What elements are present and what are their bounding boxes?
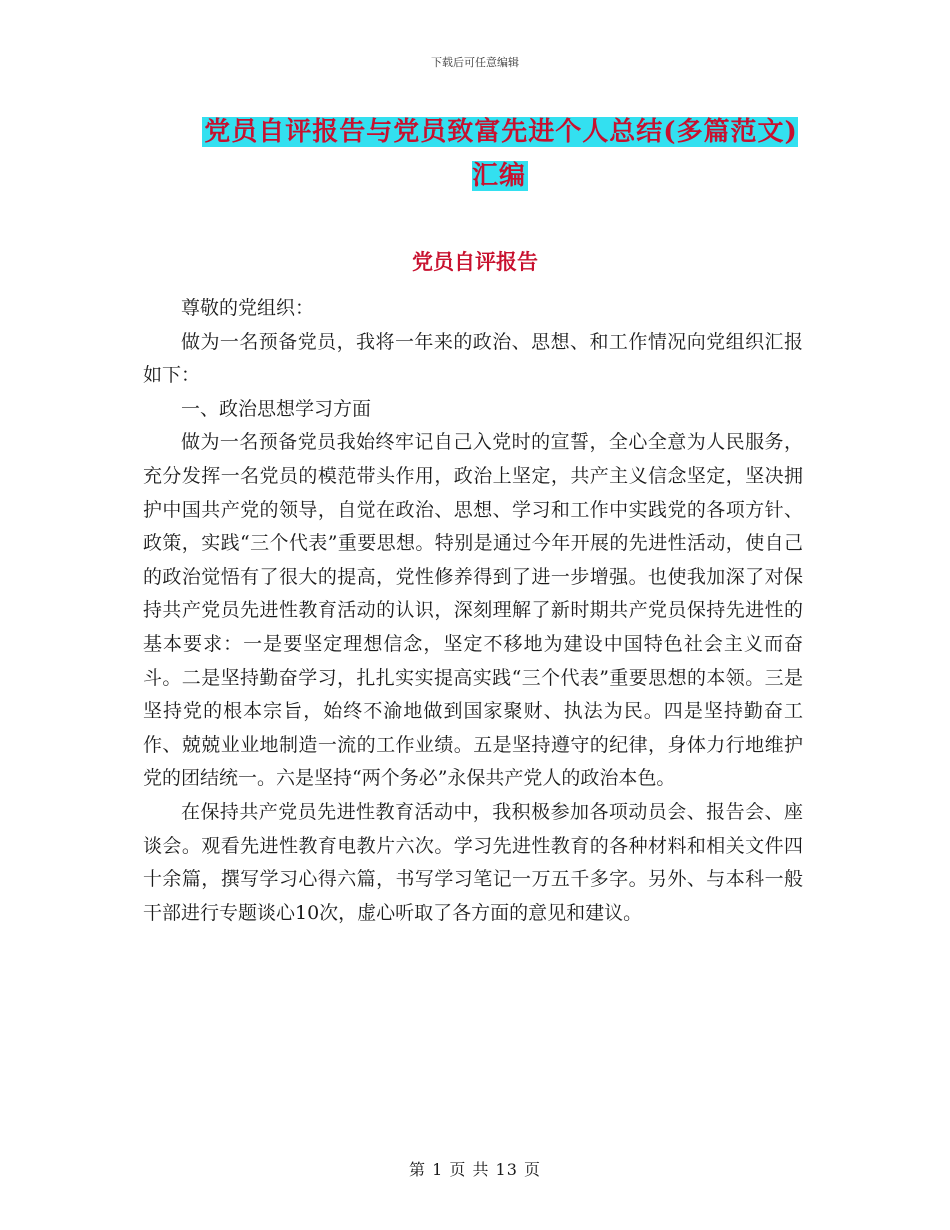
document-body	[143, 292, 803, 930]
body-paragraph: 在保持共产党员先进性教育活动中，我积极参加各项动员会、报告会、座谈会。观看先进性教育电教片六次。学习先进性教育的各种材料和相关文件四十余篇，撰写学习心得六篇，书写学习笔记一万五千多字。另外、与本科一般干部进行专题谈心10次，虚心听取了各方面的意见和建议。	[143, 800, 803, 924]
page-footer: 第 1 页 共 13 页	[409, 1160, 541, 1179]
body-paragraph: 做为一名预备党员我始终牢记自己入党时的宣誓，全心全意为人民服务，充分发挥一名党员的模范带头作用，政治上坚定，共产主义信念坚定，坚决拥护中国共产党的领导，自觉在政治、思想、学习和工作中实践党的各项方针、政策，实践“三个代表”重要思想。特别是通过今年开展的先进性活动，使自己的政治觉悟有了很大的提高，党性修养得到了进一步增强。也使我加深了对保持共产党员先进性教育活动的认识，深刻理解了新时期共产党员保持先进性的基本要求：一是要坚定理想信念，坚定不移地为建设中国特色社会主义而奋斗。二是坚持勤奋学习，扎扎实实提高实践“三个代表”重要思想的本领。三是坚持党的根本宗旨，始终不渝地做到国家聚财、执法为民。四是坚持勤奋工作、兢兢业业地制造一流的工作业绩。五是坚持遵守的纪律，身体力行地维护党的团结统一。六是坚持“两个务必”永保共产党人的政治本色。	[143, 431, 803, 790]
section-title: 党员自评报告	[412, 249, 538, 274]
header-note: 下载后可任意编辑	[431, 56, 519, 69]
body-paragraph: 做为一名预备党员，我将一年来的政治、思想、和工作情况向党组织汇报如下：	[143, 330, 803, 387]
salutation: 尊敬的党组织：	[181, 297, 315, 319]
document-title	[190, 110, 810, 198]
subsection-heading: 一、政治思想学习方面	[181, 397, 372, 420]
document-title-text: 党员自评报告与党员致富先进个人总结(多篇范文)汇编	[204, 117, 798, 191]
